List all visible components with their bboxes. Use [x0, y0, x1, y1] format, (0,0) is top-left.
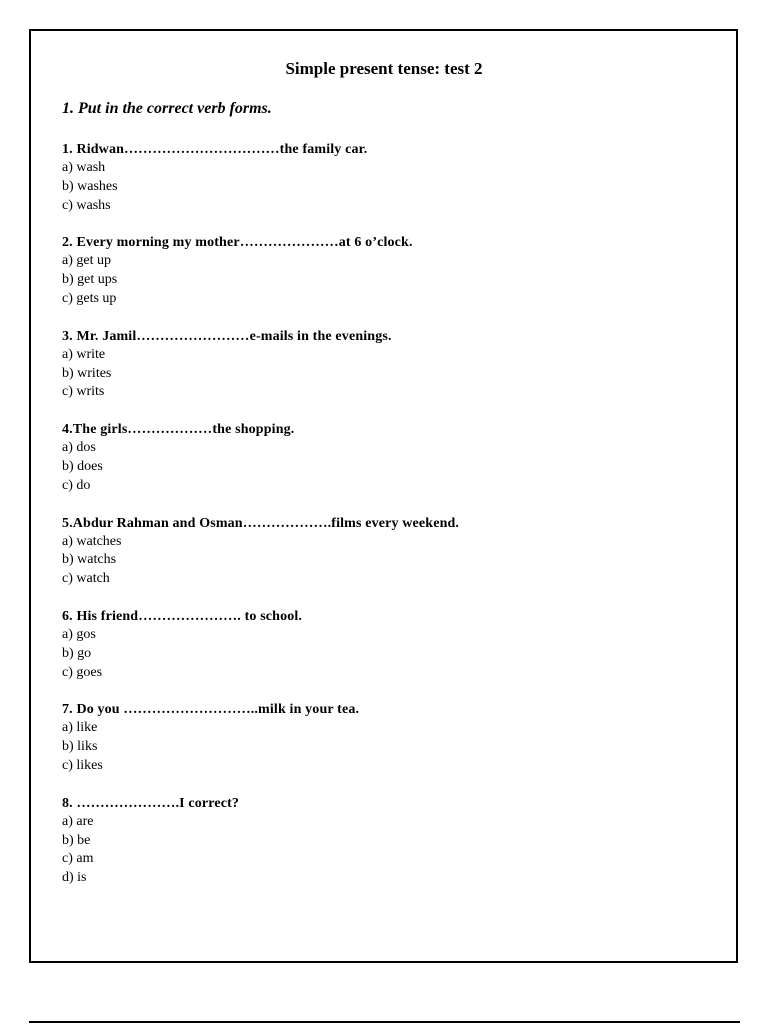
answer-option: c) gets up [62, 290, 117, 306]
question-stem: 8. ………………….I correct? [62, 795, 240, 811]
answer-option: b) go [62, 645, 92, 661]
question-1 [62, 140, 722, 215]
answer-option: a) get up [62, 253, 111, 269]
answer-option: d) is [62, 870, 87, 886]
answer-option: a) wash [62, 160, 106, 175]
bottom-rule [29, 1021, 740, 1023]
answer-option: b) liks [62, 739, 98, 755]
question-stem: 3. Mr. Jamil……………………e-mails in the evenings. [62, 328, 392, 344]
answer-option: a) are [62, 813, 94, 829]
answer-option: a) gos [62, 626, 96, 642]
answer-option: b) writes [62, 365, 112, 381]
question-7 [62, 700, 722, 775]
question-6 [62, 607, 722, 682]
answer-option: c) watch [62, 571, 110, 587]
question-4 [62, 420, 722, 495]
question-stem: 1. Ridwan……………………………the family car. [62, 142, 368, 157]
question-8 [62, 794, 722, 888]
answer-option: b) washes [62, 178, 118, 194]
question-3 [62, 327, 722, 402]
answer-option: c) do [62, 477, 91, 493]
answer-option: b) get ups [62, 272, 118, 288]
question-stem: 2. Every morning my mother…………………at 6 o’clock. [62, 235, 413, 251]
section-instruction: 1. Put in the correct verb forms. [62, 100, 272, 117]
question-list [62, 140, 722, 906]
answer-option: a) dos [62, 440, 96, 456]
answer-option: a) watches [62, 533, 122, 549]
question-2 [62, 233, 722, 308]
question-stem: 6. His friend…………………. to school. [62, 608, 303, 624]
answer-option: a) write [62, 346, 106, 362]
answer-option: b) does [62, 458, 103, 474]
answer-option: b) watchs [62, 552, 117, 568]
question-stem: 4.The girls………………the shopping. [62, 422, 295, 438]
answer-option: a) like [62, 720, 98, 736]
answer-option: b) be [62, 832, 91, 848]
answer-option: c) writs [62, 384, 105, 400]
answer-option: c) am [62, 851, 94, 867]
answer-option: c) washs [62, 197, 111, 213]
answer-option: c) likes [62, 757, 103, 773]
question-5 [62, 514, 722, 589]
question-stem: 5.Abdur Rahman and Osman……………….films every weekend. [62, 515, 460, 531]
question-stem: 7. Do you ………………………..milk in your tea. [62, 702, 360, 718]
test-title: Simple present tense: test 2 [285, 59, 483, 78]
answer-option: c) goes [62, 664, 103, 680]
